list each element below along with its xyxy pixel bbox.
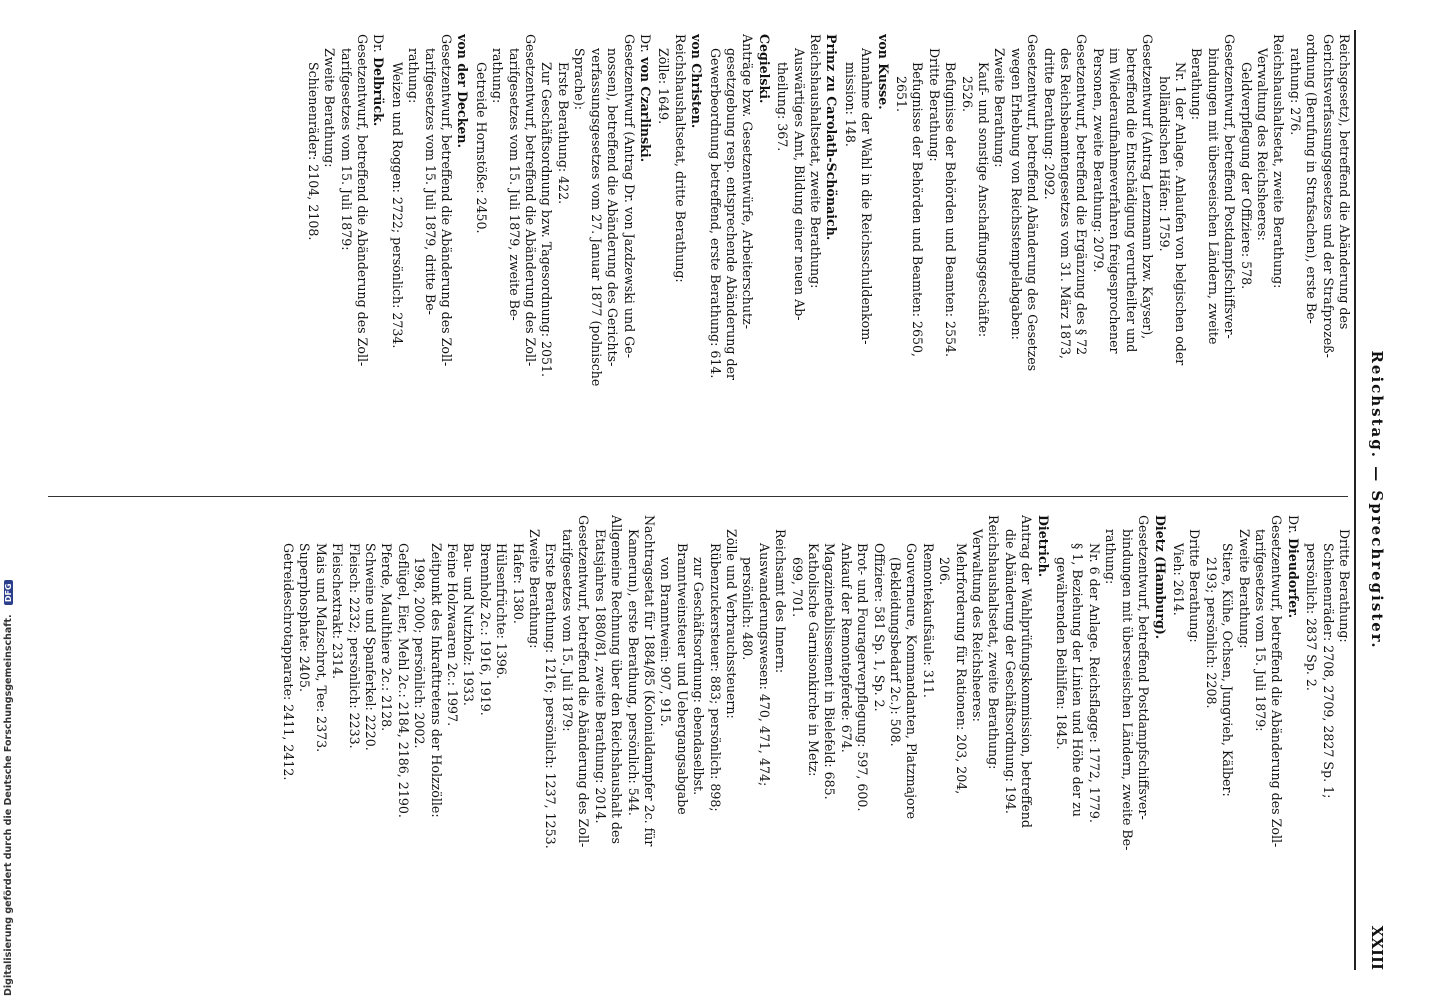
column-divider (48, 496, 1348, 497)
register-entry (388, 34, 470, 474)
entry-line: Gewerbeordnung betreffend, erste Berathung: 614. (707, 48, 723, 379)
entry-line: tarifgesetzes vom 15. Juli 1879: (1252, 529, 1268, 732)
entry-line: im Wiederaufnahmeverfahren freigesprochener (1107, 48, 1123, 354)
entry-line: gewährenden Beihilfen: 1845. (1054, 557, 1070, 750)
entry-line: dritte Berathung: 2092. (1041, 48, 1057, 200)
page-number: XXIII (1368, 925, 1386, 970)
entry-line: Auswanderungswesen: 470, 471, 474; (756, 543, 772, 787)
entry-line: Gesetzentwurf (Antrag Lenzmann bzw. Kayser), (1140, 34, 1156, 340)
entry-line: Gouverneure, Kommandanten, Platzmajore (904, 543, 920, 820)
entry-line: mission: 148. (842, 62, 858, 147)
entry-line: Fleisch: 2232; persönlich: 2233. (346, 543, 362, 749)
entry-line: Getreideschrotapparate: 2411, 2412. (281, 543, 296, 781)
entry-line: bindungen mit überseeischen Ländern, zweite Be- (1119, 529, 1135, 851)
entry-line: Nachtragsetat für 1884/85 (Kolonialdampfer 2c. für (641, 515, 657, 847)
entry-line: Remontekaufsäule: 311. (920, 543, 936, 698)
entry-line: Feine Holzwaaren 2c.: 1997. (445, 543, 461, 727)
entry-line: rathung: (406, 48, 422, 104)
speaker-name (454, 34, 470, 474)
entry-line: Dritte Berathung: (1187, 529, 1203, 643)
register-entry (472, 34, 652, 474)
entry-line: Hülsenfrüchte: 1396. (494, 543, 510, 679)
speaker-name (1034, 515, 1050, 955)
entry-line: Reichshaushaltsetat, dritte Berathung: (672, 34, 688, 283)
entry-line: Personen, zweite Berathung: 2079. (1090, 48, 1106, 273)
entry-line: Allgemeine Rechnung über den Reichshaushalt des (609, 515, 625, 844)
entry-line: bindungen mit überseeischen Ländern, zweite (1205, 48, 1221, 345)
entry-line: Brot- und Fouragerverpflegung: 597, 600. (855, 543, 871, 812)
entry-line: Magazinetablissement in Bielefeld: 685. (822, 543, 838, 800)
entry-line: Auswärtiges Amt, Bildung einer neuen Ab- (791, 48, 807, 321)
entry-line: Gesetzentwurf, betreffend die Abänderung des Zoll- (355, 34, 371, 367)
entry-line: Dritte Berathung: (1337, 529, 1352, 643)
entry-line: persönlich: 480. (740, 557, 756, 661)
speaker-name (1284, 515, 1300, 955)
entry-line: Zweite Berathung: (322, 48, 338, 168)
left-column (12, 34, 1352, 474)
entry-line: Mehrforderung für Rationen: 203, 204, (953, 543, 969, 795)
entry-line: Bau- und Nutzholz: 1933. (461, 543, 477, 706)
credit-text: Digitalisierung gefördert durch die Deutsche Forschungsgemeinschaft. (3, 614, 14, 996)
entry-line: zur Geschäftsordnung: ebendaselbst. (691, 557, 707, 796)
register-entry (655, 34, 704, 474)
entry-line: tarifgesetzes vom 15. Juli 1879: (559, 529, 575, 732)
entry-line: Verwaltung des Reichsheeres: (1254, 48, 1270, 241)
entry-line: Schienenräder: 2708, 2709, 2827 Sp. 1; (1320, 543, 1336, 799)
page-header (1362, 30, 1392, 970)
entry-line: Gesetzentwurf (Antrag Dr. von Jazdzewski und Ge- (621, 34, 637, 358)
entry-line: theilung: 367. (775, 62, 791, 152)
entry-line: Schweine und Spanferkel: 2220. (363, 543, 379, 751)
entry-line: Anträge bzw. Gesetzentwürfe, Arbeiterschutz- (740, 34, 756, 329)
speaker-name (874, 34, 890, 474)
digitization-credit (0, 0, 20, 1000)
entry-line: Antrag der Wahlprüfungskommission, betreffend (1019, 515, 1035, 828)
entry-line: Geldverpflegung der Offiziere: 578. (1238, 62, 1254, 290)
speaker-name-text: von der Decken. (455, 34, 471, 148)
register-entry (304, 34, 386, 474)
entry-line: Rübenzuckersteuer: 883; persönlich: 898; (707, 543, 723, 812)
speaker-name-text: Delbrück. (371, 57, 387, 127)
speaker-name-text: Cegielski. (756, 34, 772, 104)
entry-line: tarifgesetzes vom 15. Juli 1879, dritte Be- (422, 48, 438, 315)
speaker-name-text: Prinz zu Carolath-Schönaich. (824, 34, 840, 241)
entry-line: Sprache): (572, 48, 588, 110)
entry-line: Zweite Berathung: (992, 48, 1008, 168)
entry-line: Gesetzentwurf, betreffend Postdampfschiffsver- (1136, 515, 1152, 820)
register-entry (841, 34, 890, 474)
entry-line: 206. (937, 557, 953, 586)
entry-line: tarifgesetzes vom 15. Juli 1879, zweite Be- (506, 48, 522, 321)
speaker-name (823, 34, 839, 474)
speaker-name-text: von Christen. (689, 34, 705, 129)
entry-line: verfassungsgesetzes vom 27. Januar 1877 (polnische (588, 48, 604, 387)
register-entry (893, 34, 1352, 474)
entry-line: Nr. 6 der Anlage. Reichsflagge: 1772, 1779. (1086, 543, 1102, 823)
entry-line: nossen), betreffend die Abänderung des Gerichts- (605, 48, 621, 367)
entry-line: Fleischextrakt: 2314. (330, 543, 346, 680)
entry-line: Berathung: (1189, 48, 1205, 120)
entry-line: 2526. (959, 76, 975, 113)
speaker-name (755, 34, 771, 474)
entry-line: rathung: 276. (1287, 48, 1303, 136)
entry-line: 2193; persönlich: 2208. (1203, 557, 1219, 709)
entry-line: rathung: (490, 48, 506, 104)
entry-line: Zweite Berathung: (527, 529, 543, 649)
entry-line: Befugnisse der Behörden und Beamten: 2650, (910, 62, 926, 358)
entry-line: 2651. (894, 76, 910, 113)
entry-line: Stiere, Kühe, Ochsen, Jungvieh, Kälber: (1220, 543, 1236, 797)
speaker-name-text: Dietz (Hamburg). (1152, 515, 1168, 640)
entry-line: Befugnisse der Behörden und Beamten: 2554. (943, 62, 959, 358)
entry-line: Zur Geschäftsordnung bzw. Tagesordnung: 2051. (539, 62, 555, 378)
entry-line: tarifgesetzes vom 15. Juli 1879: (338, 48, 354, 251)
entry-line: betreffend die Entschädigung verurtheilter und (1123, 48, 1139, 353)
entry-line: Gesetzentwurf, betreffend die Ergänzung des § 72 (1074, 34, 1090, 356)
register-entry (1303, 515, 1352, 955)
speaker-name-text: von Kusse. (875, 34, 891, 110)
register-entry (1053, 515, 1168, 955)
entry-line: Gesetzentwurf, betreffend die Abänderung des Zoll- (576, 515, 592, 848)
entry-line: Reichshaushaltsetat, zweite Berathung: (986, 515, 1002, 770)
entry-line: gesetzgebung resp. entsprechende Abänderung der (723, 48, 739, 380)
speaker-title: Dr. (637, 34, 653, 53)
entry-line: Reichshaushaltsetat, zweite Berathung: (1271, 34, 1287, 289)
entry-line: Gesetzentwurf, betreffend Postdampfschiffsver- (1222, 34, 1238, 339)
entry-line: Gesetzentwurf, betreffend die Abänderung des Zoll- (1269, 515, 1285, 848)
entry-line: Etatsjahres 1880/81, zweite Berathung: 2014. (592, 529, 608, 824)
speaker-title: Dr. (371, 34, 387, 53)
entry-line: ordnung (Berufung in Strafsachen), erste Be- (1304, 34, 1320, 324)
entry-line: Erste Berathung: 1216; persönlich: 1237, 1253. (543, 543, 559, 849)
entry-line: Erste Berathung: 422. (555, 62, 571, 205)
entry-line: holländischen Häfen: 1759. (1156, 76, 1172, 252)
register-entry (280, 515, 1051, 955)
entry-line: Nr. 1 der Anlage. Anlaufen von belgischen oder (1172, 62, 1188, 366)
entry-line: Kauf- und sonstige Anschaffungsgeschäfte: (976, 62, 992, 338)
entry-line: rathung: (1103, 529, 1119, 585)
entry-line: Annahme der Wahl in die Reichsschuldenkom- (859, 48, 875, 345)
entry-line: Superphosphate: 2405. (297, 543, 313, 692)
speaker-name (637, 34, 653, 474)
rotated-register-page (2, 20, 1392, 980)
running-head: Reichstag. — Sprechregister. (1368, 350, 1386, 650)
speaker-name-text: von Czarlinski. (637, 57, 653, 163)
entry-line: Dritte Berathung: (926, 48, 942, 162)
register-entry (706, 34, 772, 474)
speaker-name-text: Dietrich. (1035, 515, 1051, 578)
entry-line: Reichsamt des Innern: (773, 529, 789, 674)
entry-line: Offiziere: 581 Sp. 1, Sp. 2. (871, 543, 887, 712)
entry-line: wegen Erhebung von Reichsstempelabgaben: (1008, 48, 1024, 340)
header-rule (1354, 30, 1356, 970)
speaker-name (1151, 515, 1167, 955)
entry-line: Vieh: 2614. (1170, 543, 1186, 616)
entry-line: des Reichsbeamtengesetzes vom 31. März 1873, (1058, 48, 1074, 359)
entry-line: Gesetzentwurf, betreffend die Abänderung des Zoll- (523, 34, 539, 367)
entry-line: Hafer: 1380. (510, 543, 526, 624)
speaker-name (688, 34, 704, 474)
entry-line: Pferde, Maulthiere 2c.: 2128. (379, 543, 395, 732)
entry-line: Reichsgesetz), betreffend die Abänderung des (1337, 34, 1352, 330)
dfg-logo: DFG (4, 580, 13, 605)
entry-line: persönlich: 2837 Sp. 2. (1304, 543, 1320, 691)
entry-line: Verwaltung des Reichsheeres: (970, 529, 986, 722)
entry-line: 1998, 2000; persönlich: 2002. (412, 557, 428, 749)
entry-line: Gerichtsverfassungsgesetzes und der Strafprozeß- (1320, 34, 1336, 358)
entry-line: Ankauf der Remontepferde: 674. (838, 543, 854, 753)
entry-line: Katholische Garnisonkirche in Metz: (806, 543, 821, 777)
entry-line: Zölle: 1649. (656, 48, 672, 125)
entry-line: Getreide Hornstöße: 2450. (473, 62, 489, 234)
entry-line: Branntweinsteuer und Uebergangsabgabe (674, 543, 690, 815)
entry-line: Mais und Malzschrot, Tee: 2373. (313, 543, 329, 753)
register-entry (774, 34, 840, 474)
entry-line: 699, 701. (789, 557, 805, 618)
entry-line: Brennholz 2c.: 1916, 1919. (477, 543, 493, 716)
entry-line: Kamerun), erste Berathung, persönlich: 544. (625, 529, 641, 816)
entry-line: Gesetzentwurf, betreffend die Abänderung des Zoll- (439, 34, 455, 367)
entry-line: Gesetzentwurf, betreffend Abänderung des Gesetzes (1025, 34, 1041, 372)
register-entry (1170, 515, 1301, 955)
right-column (12, 515, 1352, 955)
entry-line: Zölle und Verbrauchssteuern: (723, 529, 739, 719)
speaker-name (370, 34, 386, 474)
entry-line: Schienenräder: 2104, 2108. (305, 62, 321, 241)
entry-line: Reichshaushaltsetat, zweite Berathung: (808, 34, 823, 289)
entry-line: § 1, Beziehung der Linien und Höhe der zu (1070, 543, 1086, 817)
entry-line: (Bekleidungsbedarf 2c.): 508. (888, 557, 904, 747)
speaker-name-text: Dieudorfer. (1285, 538, 1301, 619)
entry-line: Zeitpunkt des Inkrafttretens der Holzzölle: (428, 543, 444, 818)
entry-line: Geflügel, Eier, Mehl 2c.: 2184, 2186, 2190. (395, 543, 411, 818)
entry-line: Zweite Berathung: (1236, 529, 1252, 649)
entry-line: die Abänderung der Geschäftsordnung: 194. (1002, 529, 1018, 814)
entry-line: Weizen und Roggen: 2722; persönlich: 2734. (389, 62, 405, 349)
speaker-title: Dr. (1285, 515, 1301, 534)
entry-line: von Branntwein: 907, 915. (658, 557, 674, 727)
